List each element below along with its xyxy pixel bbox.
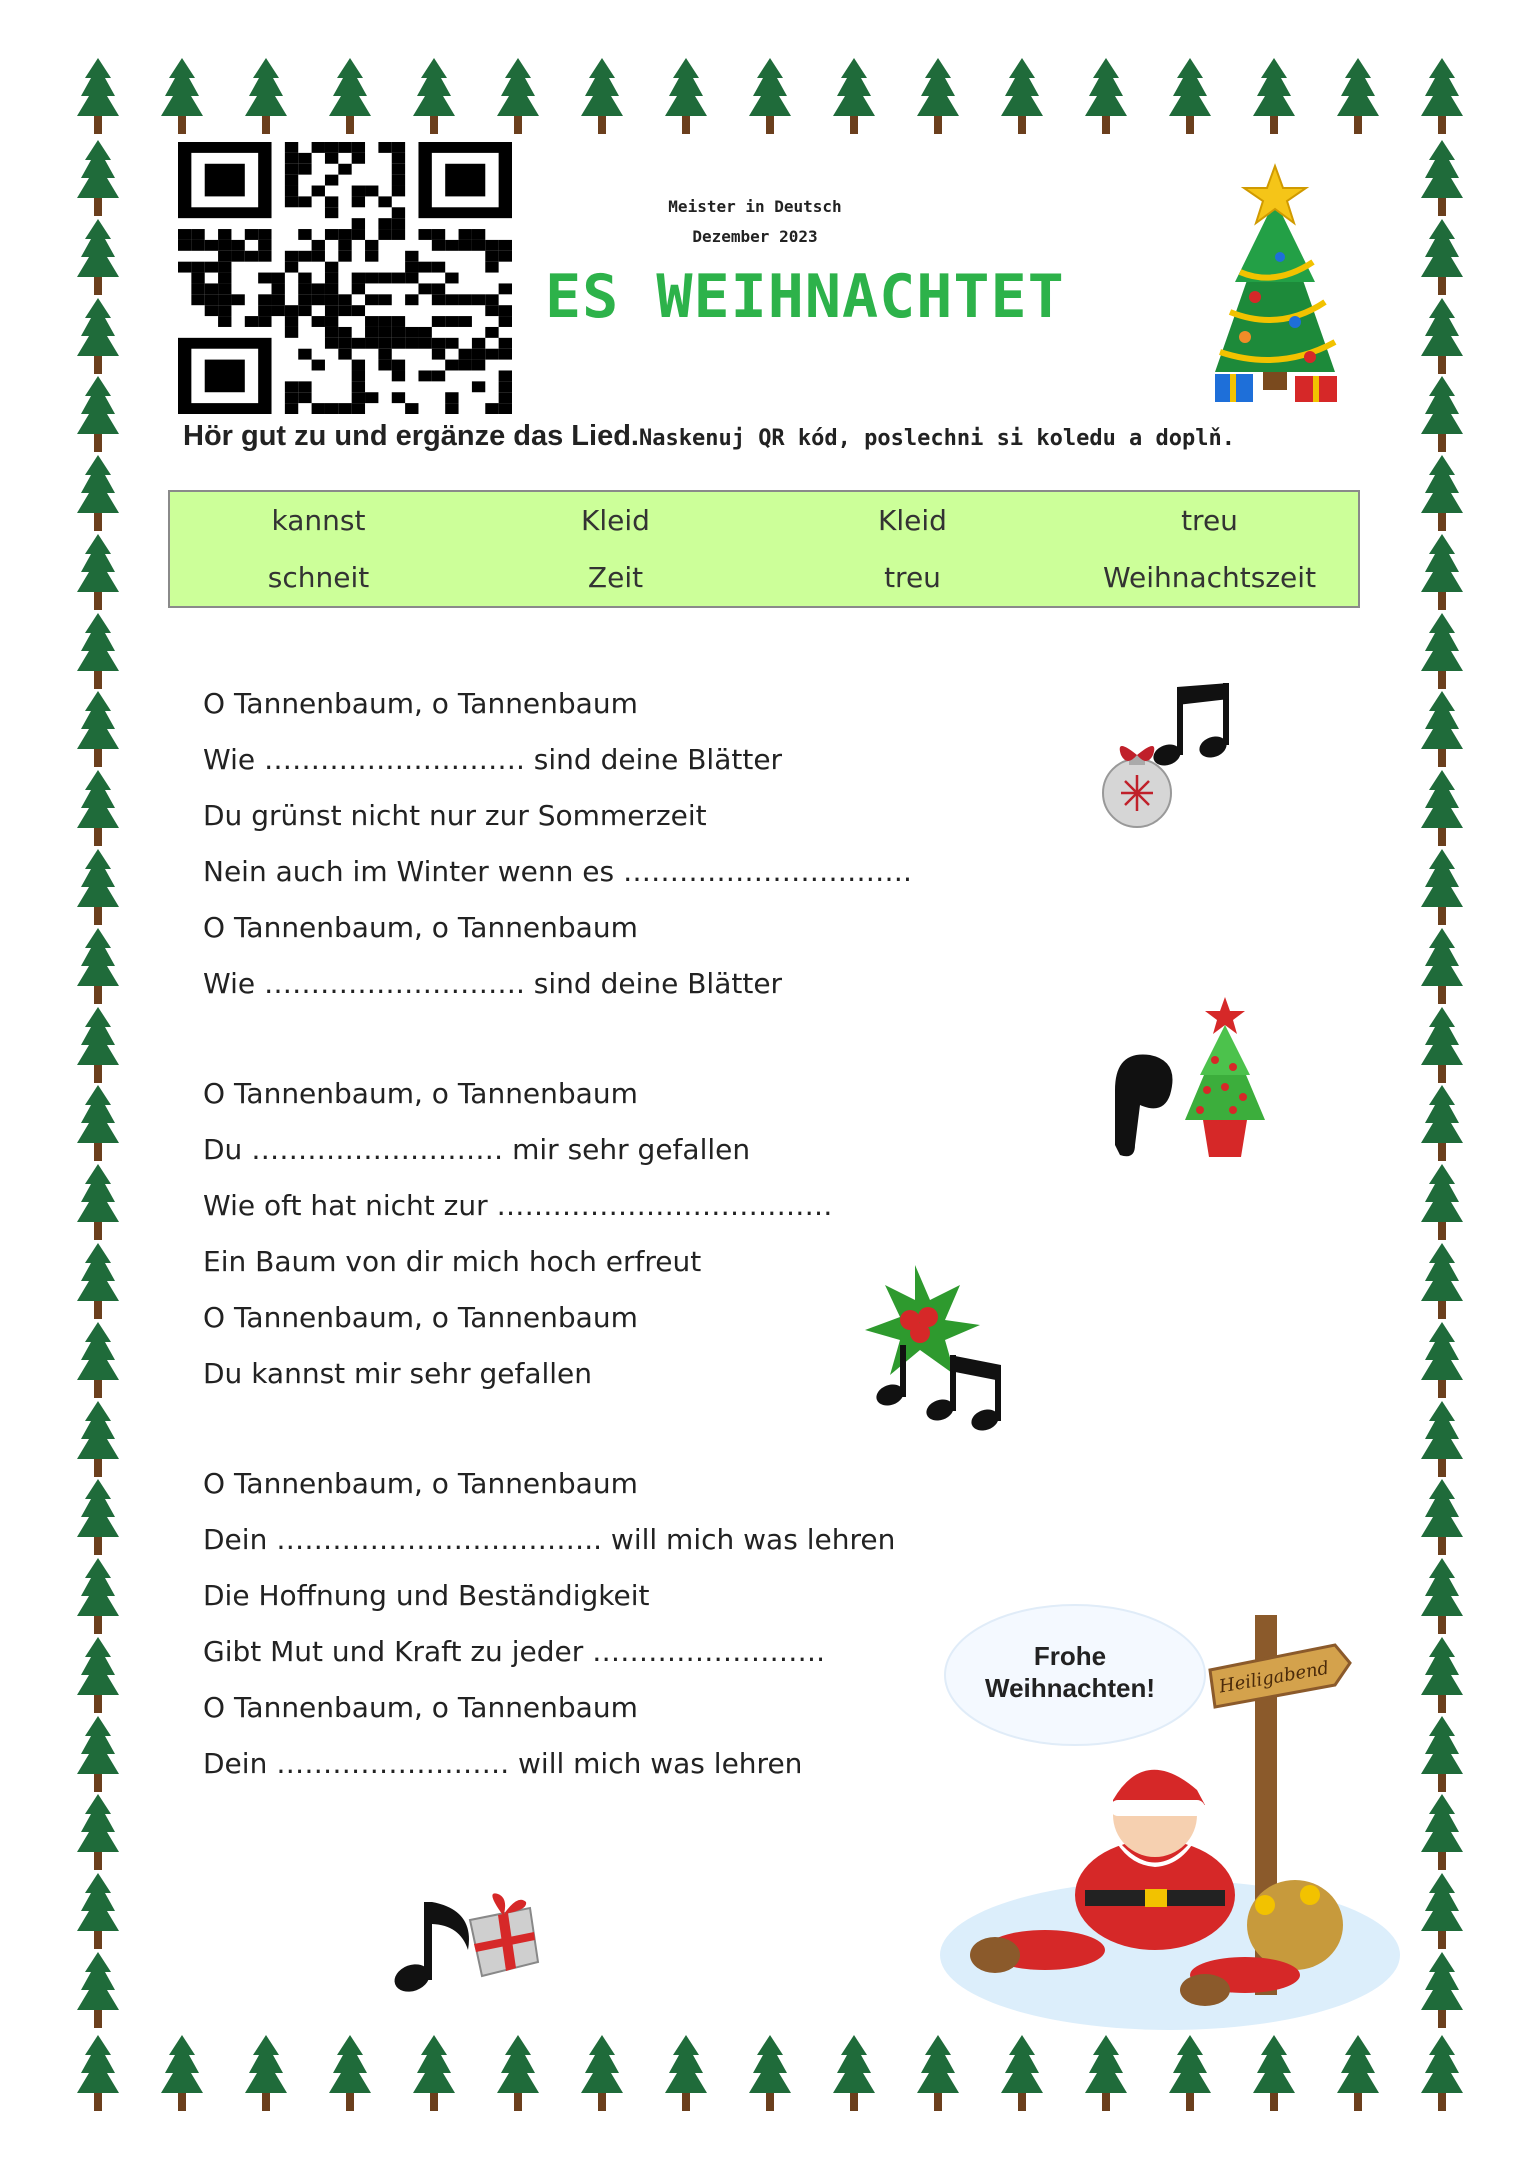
pine-tree-icon [1167,58,1213,136]
pine-tree-icon [1419,1085,1465,1163]
lyric-line: O Tannenbaum, o Tannenbaum [203,1691,638,1724]
pine-tree-icon [75,1479,121,1557]
pine-tree-icon [75,534,121,612]
lyric-line-gap[interactable]: Dein …………………………….. will mich was lehren [203,1523,896,1556]
pine-tree-icon [75,455,121,533]
pine-tree-icon [75,140,121,218]
lyric-line: O Tannenbaum, o Tannenbaum [203,1467,638,1500]
pine-tree-icon [1419,1716,1465,1794]
santa-signpost-illustration [935,1595,1400,2035]
lyric-line: Ein Baum von dir mich hoch erfreut [203,1245,702,1278]
page-title: ES WEIHNACHTET [545,262,1065,332]
instruction-czech: Naskenuj QR kód, poslechni si koledu a doplň. [638,426,1236,451]
pine-tree-icon [75,1322,121,1400]
pine-tree-icon [75,613,121,691]
pine-tree-icon [1419,219,1465,297]
left-tree-border [75,140,121,2030]
pine-tree-icon [75,376,121,454]
pine-tree-icon [75,1716,121,1794]
word-bank-item: Kleid [581,504,650,537]
pine-tree-icon [1419,1794,1465,1872]
word-bank-item: treu [884,561,941,594]
pine-tree-icon [495,2035,541,2113]
pine-tree-icon [75,219,121,297]
pine-tree-icon [1419,691,1465,769]
pine-tree-icon [159,2035,205,2113]
pine-tree-icon [1083,58,1129,136]
pine-tree-icon [1419,1401,1465,1479]
lyric-line-gap[interactable]: Dein ……………………. will mich was lehren [203,1747,803,1780]
pine-tree-icon [1335,2035,1381,2113]
lyric-line-gap[interactable]: Wie ………………………. sind deine Blätter [203,743,783,776]
pine-tree-icon [75,1873,121,1951]
word-bank-item: kannst [271,504,366,537]
pine-tree-icon [75,1401,121,1479]
pine-tree-icon [1419,2035,1465,2113]
pine-tree-icon [1419,1637,1465,1715]
pine-tree-icon [75,58,121,136]
pine-tree-icon [1419,1873,1465,1951]
signpost-label: Heiligabend [1217,1657,1331,1698]
pine-tree-icon [75,1637,121,1715]
pine-tree-icon [1419,1479,1465,1557]
pine-tree-icon [747,2035,793,2113]
pine-tree-icon [1251,58,1297,136]
music-note-ornament-icon [1095,675,1230,835]
pine-tree-icon [747,58,793,136]
pine-tree-icon [75,1164,121,1242]
pine-tree-icon [1419,376,1465,454]
pine-tree-icon [75,1952,121,2030]
pine-tree-icon [915,2035,961,2113]
lyric-line-gap[interactable]: Gibt Mut und Kraft zu jeder ……………………. [203,1635,826,1668]
pine-tree-icon [915,58,961,136]
author-label: Meister in Deutsch [668,197,842,216]
santa-speech-line-1: Frohe [1033,1641,1107,1671]
lyric-line: O Tannenbaum, o Tannenbaum [203,687,638,720]
pine-tree-icon [75,1794,121,1872]
stanza-1 [203,676,912,1012]
word-bank-item: treu [1181,504,1238,537]
pine-tree-icon [327,58,373,136]
bottom-tree-border [75,2035,1465,2113]
pine-tree-icon [1419,140,1465,218]
top-tree-border [75,58,1465,136]
pine-tree-icon [579,58,625,136]
stanza-2 [203,1066,833,1402]
lyric-line: Du kannst mir sehr gefallen [203,1357,593,1390]
pine-tree-icon [1419,613,1465,691]
pine-tree-icon [1083,2035,1129,2113]
pine-tree-icon [1419,928,1465,1006]
pine-tree-icon [495,58,541,136]
pine-tree-icon [1419,298,1465,376]
word-bank-item: Kleid [878,504,947,537]
pine-tree-icon [75,1243,121,1321]
pine-tree-icon [243,58,289,136]
pine-tree-icon [75,849,121,927]
qr-code[interactable] [178,142,512,414]
pine-tree-icon [1251,2035,1297,2113]
word-bank-item: Weihnachtszeit [1102,561,1317,594]
pine-tree-icon [1419,1007,1465,1085]
pine-tree-icon [411,2035,457,2113]
pine-tree-icon [75,1558,121,1636]
pine-tree-icon [75,1007,121,1085]
pine-tree-icon [1167,2035,1213,2113]
word-bank-item: Zeit [587,561,644,594]
word-bank-item: schneit [267,561,370,594]
pine-tree-icon [243,2035,289,2113]
lyric-line-gap[interactable]: Du ……………………… mir sehr gefallen [203,1133,751,1166]
pine-tree-icon [999,2035,1045,2113]
pine-tree-icon [1335,58,1381,136]
pine-tree-icon [75,928,121,1006]
pine-tree-icon [579,2035,625,2113]
pine-tree-icon [663,2035,709,2113]
pine-tree-icon [831,58,877,136]
right-tree-border [1419,140,1465,2030]
pine-tree-icon [411,58,457,136]
lyric-line: Du grünst nicht nur zur Sommerzeit [203,799,707,832]
pine-tree-icon [75,691,121,769]
pine-tree-icon [1419,455,1465,533]
header-meta [620,192,890,252]
lyric-line: O Tannenbaum, o Tannenbaum [203,1301,638,1334]
pine-tree-icon [75,1085,121,1163]
lyric-line: O Tannenbaum, o Tannenbaum [203,911,638,944]
pine-tree-icon [1419,534,1465,612]
pine-tree-icon [1419,770,1465,848]
pine-tree-icon [1419,58,1465,136]
date-label: Dezember 2023 [692,227,818,246]
lyric-line-gap[interactable]: Wie oft hat nicht zur ……………………………… [203,1189,833,1222]
pine-tree-icon [1419,849,1465,927]
word-bank [168,490,1360,608]
pine-tree-icon [75,2035,121,2113]
holly-music-notes-icon [860,1255,1020,1440]
lyric-line: O Tannenbaum, o Tannenbaum [203,1077,638,1110]
pine-tree-icon [75,298,121,376]
pine-tree-icon [1419,1952,1465,2030]
lyric-line-gap[interactable]: Wie ………………………. sind deine Blätter [203,967,783,1000]
santa-speech-line-2: Weihnachten! [985,1673,1155,1703]
music-note-gift-icon [390,1880,550,2000]
pine-tree-icon [1419,1164,1465,1242]
pine-tree-icon [999,58,1045,136]
pine-tree-icon [663,58,709,136]
lyric-line-gap[interactable]: Nein auch im Winter wenn es …………………………. [203,855,912,888]
pine-tree-icon [159,58,205,136]
instruction [183,420,1235,453]
pine-tree-icon [1419,1558,1465,1636]
pine-tree-icon [831,2035,877,2113]
lyric-line: Die Hoffnung und Beständigkeit [203,1579,650,1612]
stanza-3 [203,1456,895,1792]
christmas-tree-icon [1185,162,1365,407]
pine-tree-icon [75,770,121,848]
pine-tree-icon [1419,1243,1465,1321]
instruction-german: Hör gut zu und ergänze das Lied. [183,420,639,452]
pine-tree-icon [1419,1322,1465,1400]
pine-tree-icon [327,2035,373,2113]
music-note-tree-icon [1105,995,1270,1165]
